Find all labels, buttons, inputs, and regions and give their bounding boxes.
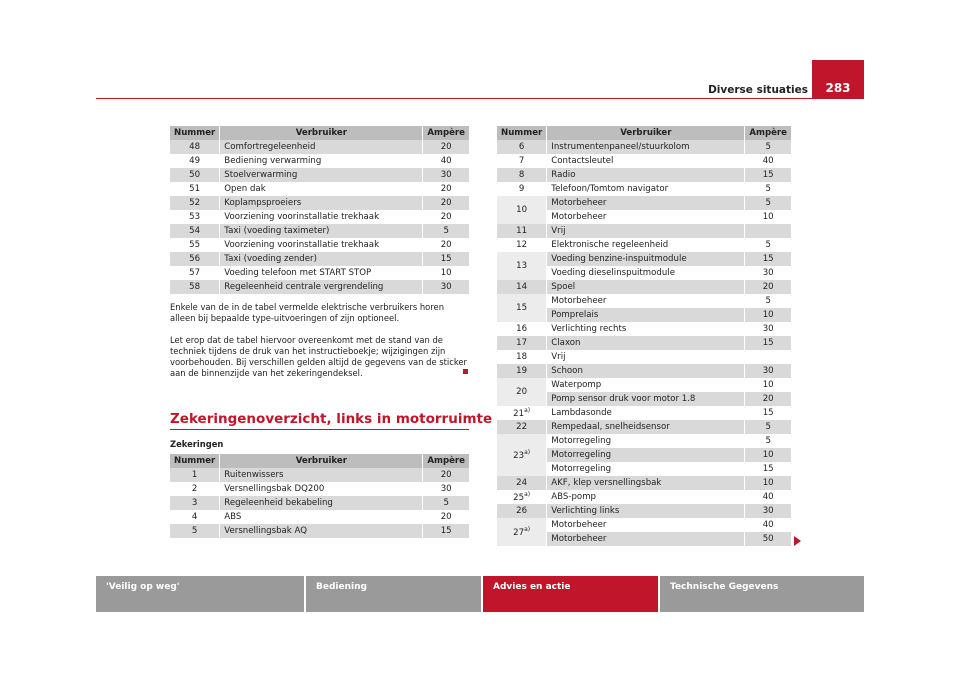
fuse-consumer: Motorbeheer (547, 532, 745, 546)
note-table-validity: Let erop dat de tabel hiervoor overeenkomt met de stand van de techniek tijdens de druk van het instructieboekje; wijzigingen zijn voorbehouden. Bij verschillen gelden altijd de gegevens van de sticker aan de binnenzijde van het zekeringendeksel. (170, 335, 467, 378)
column-header-number: Nummer (170, 454, 220, 468)
table-row (497, 364, 791, 378)
fuse-number-text: 12 (516, 240, 528, 250)
fuse-consumer: Motorbeheer (547, 518, 745, 532)
fuse-consumer: ABS-pomp (547, 490, 745, 504)
fuse-number-text: 21 (513, 408, 525, 419)
fuse-number: 48 (170, 140, 220, 154)
fuse-table-right (497, 126, 791, 546)
table-row (170, 496, 469, 510)
fuse-ampere: 20 (423, 510, 469, 524)
fuse-number-text: 26 (516, 506, 528, 516)
footnote-marker: a) (524, 407, 531, 415)
fuse-ampere: 15 (745, 252, 791, 266)
footer-tab-safety[interactable]: 'Veilig op weg' (96, 576, 304, 612)
section-divider (170, 429, 469, 430)
fuse-consumer: Pomp sensor druk voor motor 1.8 (547, 392, 745, 406)
fuse-ampere: 10 (745, 448, 791, 462)
fuse-number (497, 490, 547, 504)
table-row (497, 140, 791, 154)
table-row (497, 154, 791, 168)
fuse-consumer: ABS (220, 510, 423, 524)
fuse-ampere: 20 (423, 140, 469, 154)
fuse-number (497, 322, 547, 336)
fuse-consumer: Voeding benzine-inspuitmodule (547, 252, 745, 266)
fuse-consumer: Rempedaal, snelheidsensor (547, 420, 745, 434)
footnote-marker: a) (524, 526, 531, 534)
column-header-ampere: Ampère (745, 126, 791, 140)
fuse-ampere: 5 (745, 294, 791, 308)
fuse-number (497, 518, 547, 546)
table-row (497, 182, 791, 196)
fuse-number (497, 140, 547, 154)
page-number: 283 (812, 60, 864, 99)
table-row (170, 238, 469, 252)
fuse-consumer: Claxon (547, 336, 745, 350)
fuse-number (497, 364, 547, 378)
fuse-number (497, 168, 547, 182)
fuse-ampere: 5 (423, 224, 469, 238)
fuse-ampere: 30 (423, 280, 469, 294)
table-row (170, 154, 469, 168)
fuse-consumer: Versnellingsbak AQ (220, 524, 423, 538)
fuse-ampere: 15 (745, 462, 791, 476)
fuse-consumer: Spoel (547, 280, 745, 294)
fuse-consumer: Vrij (547, 224, 745, 238)
table-row (170, 224, 469, 238)
fuse-ampere: 30 (745, 266, 791, 280)
table-row (170, 510, 469, 524)
fuse-number: 49 (170, 154, 220, 168)
fuse-number (497, 252, 547, 280)
fuse-consumer: Regeleenheid centrale vergrendeling (220, 280, 423, 294)
fuse-number-text: 16 (516, 324, 528, 334)
fuse-number-text: 17 (516, 338, 528, 348)
fuse-ampere: 20 (423, 196, 469, 210)
fuse-ampere: 40 (745, 490, 791, 504)
fuse-number: 56 (170, 252, 220, 266)
fuse-consumer: Pomprelais (547, 308, 745, 322)
fuse-consumer: AKF, klep versnellingsbak (547, 476, 745, 490)
fuse-number-text: 18 (516, 352, 528, 362)
fuse-consumer: Radio (547, 168, 745, 182)
fuse-number-text: 9 (518, 184, 525, 194)
fuse-consumer: Taxi (voeding zender) (220, 252, 423, 266)
fuse-ampere (745, 350, 791, 364)
fuse-number (497, 378, 547, 406)
fuse-ampere: 15 (423, 524, 469, 538)
fuse-number-text: 19 (516, 366, 528, 376)
footer-tab-advice[interactable]: Advies en actie (483, 576, 658, 612)
fuse-ampere: 10 (745, 378, 791, 392)
fuse-consumer: Ruitenwissers (220, 468, 423, 482)
table-row (497, 434, 791, 448)
fuse-number: 3 (170, 496, 220, 510)
table-row (497, 322, 791, 336)
fuse-consumer: Voorziening voorinstallatie trekhaak (220, 210, 423, 224)
fuse-number-text: 13 (516, 261, 528, 271)
fuse-consumer: Motorregeling (547, 434, 745, 448)
fuse-consumer: Versnellingsbak DQ200 (220, 482, 423, 496)
fuse-number-text: 25 (513, 492, 525, 503)
table-row (497, 224, 791, 238)
fuse-consumer: Stoelverwarming (220, 168, 423, 182)
continue-arrow-icon (794, 536, 801, 546)
section-header-title: Diverse situaties (708, 84, 808, 96)
fuse-ampere: 10 (423, 266, 469, 280)
fuse-consumer: Schoon (547, 364, 745, 378)
fuse-number: 54 (170, 224, 220, 238)
fuse-consumer: Voeding telefoon met START STOP (220, 266, 423, 280)
table-row (497, 420, 791, 434)
fuse-ampere: 30 (423, 168, 469, 182)
table-row (170, 140, 469, 154)
fuse-consumer: Vrij (547, 350, 745, 364)
fuse-consumer: Motorbeheer (547, 294, 745, 308)
fuse-consumer: Motorregeling (547, 448, 745, 462)
fuse-ampere: 50 (745, 532, 791, 546)
fuse-number-text: 27 (513, 527, 525, 538)
table-header-row (170, 454, 469, 468)
table-row (497, 336, 791, 350)
fuse-consumer: Elektronische regeleenheid (547, 238, 745, 252)
fuse-ampere: 20 (423, 182, 469, 196)
table-header-row (170, 126, 469, 140)
fuse-ampere: 30 (745, 504, 791, 518)
fuse-number-text: 23 (513, 450, 525, 461)
table-row (497, 490, 791, 504)
fuse-consumer: Regeleenheid bekabeling (220, 496, 423, 510)
fuse-ampere: 10 (745, 308, 791, 322)
table-row (170, 168, 469, 182)
fuse-number (497, 238, 547, 252)
fuse-number: 1 (170, 468, 220, 482)
column-header-ampere: Ampère (423, 126, 469, 140)
fuse-number (497, 350, 547, 364)
fuse-number (497, 280, 547, 294)
table-row (497, 238, 791, 252)
fuse-consumer: Waterpomp (547, 378, 745, 392)
column-header-ampere: Ampère (423, 454, 469, 468)
fuse-consumer: Contactsleutel (547, 154, 745, 168)
table-row (497, 168, 791, 182)
footer-tab-technical-data[interactable]: Technische Gegevens (660, 576, 864, 612)
fuse-ampere: 20 (745, 280, 791, 294)
fuse-consumer: Voorziening voorinstallatie trekhaak (220, 238, 423, 252)
fuse-consumer: Bediening verwarming (220, 154, 423, 168)
fuse-ampere: 30 (423, 482, 469, 496)
fuse-number-text: 8 (518, 170, 525, 180)
fuse-number: 2 (170, 482, 220, 496)
column-header-number: Nummer (170, 126, 220, 140)
fuse-number (497, 434, 547, 476)
fuse-ampere: 20 (423, 238, 469, 252)
fuse-consumer: Verlichting links (547, 504, 745, 518)
fuse-ampere: 15 (745, 406, 791, 420)
note-optional-consumers: Enkele van de in de tabel vermelde elektrische verbruikers horen alleen bij bepaalde type-uitvoeringen of zijn optioneel. (170, 302, 445, 323)
fuse-ampere: 5 (423, 496, 469, 510)
fuse-consumer: Motorbeheer (547, 210, 745, 224)
fuse-consumer: Lambdasonde (547, 406, 745, 420)
fuse-number: 55 (170, 238, 220, 252)
fuse-ampere: 20 (745, 392, 791, 406)
table-row (497, 252, 791, 266)
fuse-number (497, 336, 547, 350)
fuse-number: 57 (170, 266, 220, 280)
table-row (170, 280, 469, 294)
fuse-consumer: Motorregeling (547, 462, 745, 476)
table-row (170, 182, 469, 196)
fuse-ampere: 40 (745, 154, 791, 168)
fuse-ampere: 20 (423, 468, 469, 482)
fuse-consumer: Voeding dieselinspuitmodule (547, 266, 745, 280)
section-end-marker-icon (463, 369, 468, 374)
fuse-ampere: 10 (745, 476, 791, 490)
table-row (170, 210, 469, 224)
column-header-number: Nummer (497, 126, 547, 140)
fuse-consumer: Taxi (voeding taximeter) (220, 224, 423, 238)
column-header-consumer: Verbruiker (220, 126, 423, 140)
fuse-number (497, 504, 547, 518)
table-row (497, 280, 791, 294)
fuse-table-bottom-left (170, 454, 469, 538)
fuse-consumer: Koplampsproeiers (220, 196, 423, 210)
table-row (497, 196, 791, 210)
fuse-consumer: Instrumentenpaneel/stuurkolom (547, 140, 745, 154)
fuse-ampere: 40 (745, 518, 791, 532)
fuse-number (497, 154, 547, 168)
fuse-number: 53 (170, 210, 220, 224)
footnote-marker: a) (524, 449, 531, 457)
fuse-consumer: Telefoon/Tomtom navigator (547, 182, 745, 196)
fuse-ampere (745, 224, 791, 238)
fuse-number: 4 (170, 510, 220, 524)
fuse-consumer: Open dak (220, 182, 423, 196)
fuse-number (497, 224, 547, 238)
fuses-sublabel: Zekeringen (170, 439, 224, 449)
table-row (170, 252, 469, 266)
fuse-ampere: 5 (745, 420, 791, 434)
section-title: Zekeringenoverzicht, links in motorruimte (170, 411, 493, 427)
table-header-row (497, 126, 791, 140)
fuse-ampere: 5 (745, 182, 791, 196)
fuse-consumer: Verlichting rechts (547, 322, 745, 336)
fuse-number-text: 10 (516, 205, 528, 215)
table-row (497, 378, 791, 392)
table-row (170, 196, 469, 210)
fuse-number: 50 (170, 168, 220, 182)
fuse-number: 52 (170, 196, 220, 210)
fuse-ampere: 20 (423, 210, 469, 224)
fuse-number-text: 14 (516, 282, 528, 292)
fuse-number (497, 406, 547, 420)
fuse-ampere: 10 (745, 210, 791, 224)
header-divider (96, 98, 864, 99)
fuse-number-text: 24 (516, 478, 528, 488)
footnote-marker: a) (524, 491, 531, 499)
table-row (497, 518, 791, 532)
fuse-number (497, 476, 547, 490)
fuse-number: 51 (170, 182, 220, 196)
footer-tab-operation[interactable]: Bediening (306, 576, 481, 612)
fuse-ampere: 5 (745, 434, 791, 448)
fuse-number-text: 7 (518, 156, 525, 166)
fuse-ampere: 15 (745, 168, 791, 182)
table-row (497, 294, 791, 308)
fuse-ampere: 5 (745, 140, 791, 154)
fuse-number (497, 294, 547, 322)
fuse-number (497, 420, 547, 434)
table-row (170, 468, 469, 482)
fuse-number-text: 20 (516, 387, 528, 397)
column-header-consumer: Verbruiker (547, 126, 745, 140)
fuse-ampere: 30 (745, 364, 791, 378)
table-row (497, 504, 791, 518)
fuse-number-text: 6 (518, 142, 525, 152)
fuse-number: 58 (170, 280, 220, 294)
fuse-consumer: Motorbeheer (547, 196, 745, 210)
fuse-ampere: 5 (745, 238, 791, 252)
table-row (170, 482, 469, 496)
fuse-ampere: 15 (423, 252, 469, 266)
table-row (170, 266, 469, 280)
fuse-table-top-left (170, 126, 469, 294)
fuse-number: 5 (170, 524, 220, 538)
fuse-number (497, 182, 547, 196)
fuse-consumer: Comfortregeleenheid (220, 140, 423, 154)
table-row (170, 524, 469, 538)
fuse-number-text: 11 (516, 226, 528, 236)
fuse-ampere: 30 (745, 322, 791, 336)
fuse-number-text: 22 (516, 422, 528, 432)
table-row (497, 406, 791, 420)
table-row (497, 350, 791, 364)
fuse-ampere: 15 (745, 336, 791, 350)
fuse-number-text: 15 (516, 303, 528, 313)
table-row (497, 476, 791, 490)
fuse-ampere: 40 (423, 154, 469, 168)
fuse-ampere: 5 (745, 196, 791, 210)
fuse-number (497, 196, 547, 224)
column-header-consumer: Verbruiker (220, 454, 423, 468)
